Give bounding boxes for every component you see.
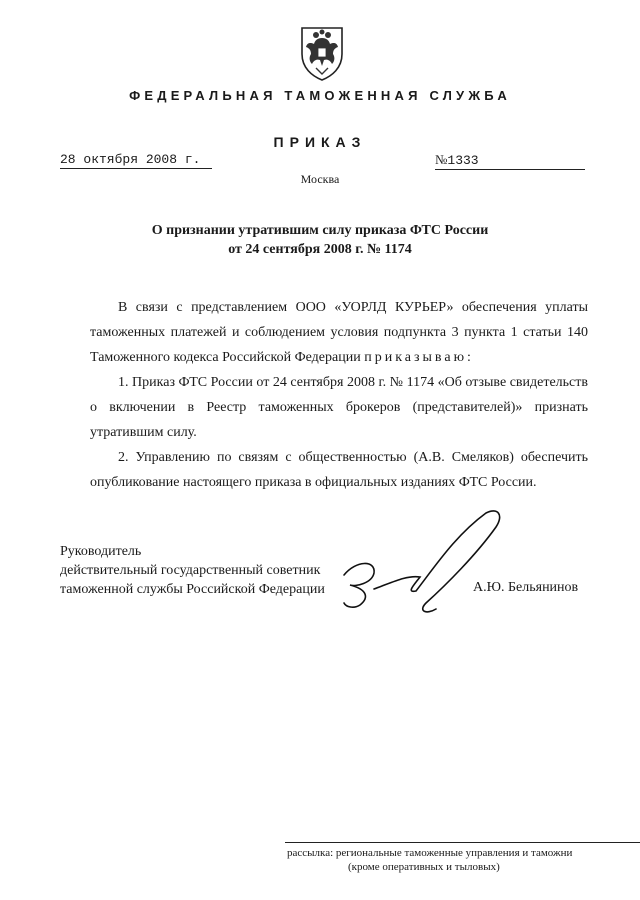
order-title-line-1: О признании утратившим силу приказа ФТС России [151, 223, 489, 238]
signatory-position-line-1: Руководитель [60, 544, 142, 559]
order-body [90, 295, 588, 495]
order-number-prefix: № [435, 152, 448, 167]
coat-of-arms-emblem-icon [296, 24, 348, 82]
agency-name: ФЕДЕРАЛЬНАЯ ТАМОЖЕННАЯ СЛУЖБА [129, 88, 511, 103]
distribution-list-line-1: рассылка: региональные таможенные управления и таможни [287, 847, 573, 859]
order-title-line-2: от 24 сентября 2008 г. № 1174 [228, 242, 412, 257]
body-paragraph-preamble [90, 295, 588, 370]
signatory-name: А.Ю. Бельянинов [473, 580, 579, 595]
distribution-list-line-2: (кроме оперативных и тыловых) [348, 861, 500, 873]
signatory-position-line-3: таможенной службы Российской Федерации [60, 582, 325, 597]
distribution-divider [285, 842, 640, 843]
signatory-position-line-2: действительный государственный советник [60, 563, 321, 578]
preamble-text: В связи с представлением ООО «УОРЛД КУРЬЕР» обеспечения уплаты таможенных платежей и соблюдением условия подпункта 3 пункта 1 статьи 140 Таможенного кодекса Российской Федерации [90, 300, 588, 365]
order-title [0, 221, 640, 259]
body-paragraph-item-2: 2. Управлению по связям с общественностью (А.В. Смеляков) обеспечить опубликование настоящего приказа в официальных изданиях ФТС России. [90, 450, 588, 490]
handwritten-signature [336, 505, 516, 630]
document-type-heading: ПРИКАЗ [273, 134, 367, 150]
signatory-block [60, 542, 325, 599]
order-date: 28 октября 2008 г. [60, 152, 212, 169]
order-number: 1333 [447, 153, 479, 168]
order-number-field [435, 152, 585, 170]
order-directive-word: приказываю: [364, 350, 474, 365]
city-name: Москва [300, 172, 340, 186]
body-paragraph-item-1: 1. Приказ ФТС России от 24 сентября 2008 г. № 1174 «Об отзыве свидетельств о включении в Реестр таможенных брокеров (представителей)» признать утратившим силу. [90, 375, 588, 440]
